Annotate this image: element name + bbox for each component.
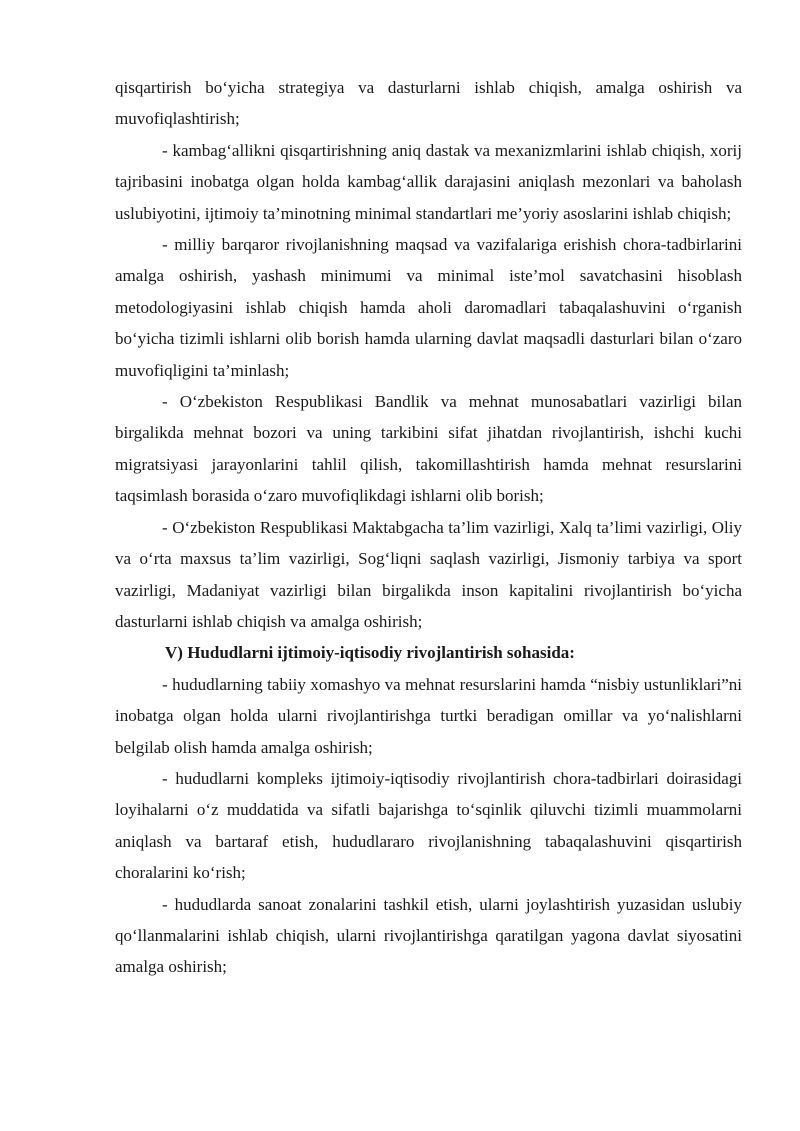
paragraph-sustainable-development: - milliy barqaror rivojlanishning maqsad va vazifalariga erishish chora-tadbirlarini amalga oshirish, yashash minimumi va minimal iste’mol savatchasini hisoblash metodologiyasini ishlab chiqish hamda aholi daromadlari tabaqalashuvini o‘rganish bo‘yicha tizimli ishlarni olib borish hamda ularning davlat maqsadli dasturlari bilan o‘zaro muvofiqligini ta’minlash; (115, 235, 742, 380)
paragraph-strategy-continuation: qisqartirish bo‘yicha strategiya va dasturlarni ishlab chiqish, amalga oshirish va muvofiqlashtirish; (115, 78, 742, 129)
paragraph-labor-market: - O‘zbekiston Respublikasi Bandlik va mehnat munosabatlari vazirligi bilan birgalikda mehnat bozori va uning tarkibini sifat jihatdan rivojlantirish, ishchi kuchi migratsiyasi jarayonlarini tahlil qilish, takomillashtirish hamda mehnat resurslarini taqsimlash borasida o‘zaro muvofiqlikdagi ishlarni olib borish; (115, 392, 742, 506)
paragraph-regional-resources: - hududlarning tabiiy xomashyo va mehnat resurslarini hamda “nisbiy ustunliklari”ni inobatga olgan holda ularni rivojlantirishga turtki beradigan omillar va yo‘nalishlarni belgilab olish hamda amalga oshirish; (115, 674, 742, 757)
paragraph-regional-projects: - hududlarni kompleks ijtimoiy-iqtisodiy rivojlantirish chora-tadbirlari doirasidagi loyihalarni o‘z muddatida va sifatli bajarishga to‘sqinlik qiluvchi tizimli muammolarni aniqlash va bartaraf etish, hududlararo rivojlanishning tabaqalashuvini qisqartirish choralarini ko‘rish; (115, 768, 742, 883)
paragraph-human-capital: - O‘zbekiston Respublikasi Maktabgacha ta’lim vazirligi, Xalq ta’limi vazirligi, Oliy va o‘rta maxsus ta’lim vazirligi, Sog‘liqni saqlash vazirligi, Jismoniy tarbiya va sport vazirligi, Madaniyat vazirligi bilan birgalikda inson kapitalini rivojlantirish bo‘yicha dasturlarni ishlab chiqish va amalga oshirish; (115, 517, 742, 631)
document-page (115, 72, 742, 983)
section-heading-regional-development: V) Hududlarni ijtimoiy-iqtisodiy rivojlantirish sohasida: (165, 643, 575, 663)
paragraph-poverty-mechanisms: - kambag‘allikni qisqartirishning aniq dastak va mexanizmlarini ishlab chiqish, xorij tajribasini inobatga olgan holda kambag‘allik darajasini aniqlash mezonlari va baholash uslubiyotini, ijtimoiy ta’minotning minimal standartlari me’yoriy asoslarini ishlab chiqish; (115, 140, 742, 223)
paragraph-industrial-zones: - hududlarda sanoat zonalarini tashkil etish, ularni joylashtirish yuzasidan uslubiy qo‘llanmalarini ishlab chiqish, ularni rivojlantirishga qaratilgan yagona davlat siyosatini amalga oshirish; (115, 894, 742, 977)
